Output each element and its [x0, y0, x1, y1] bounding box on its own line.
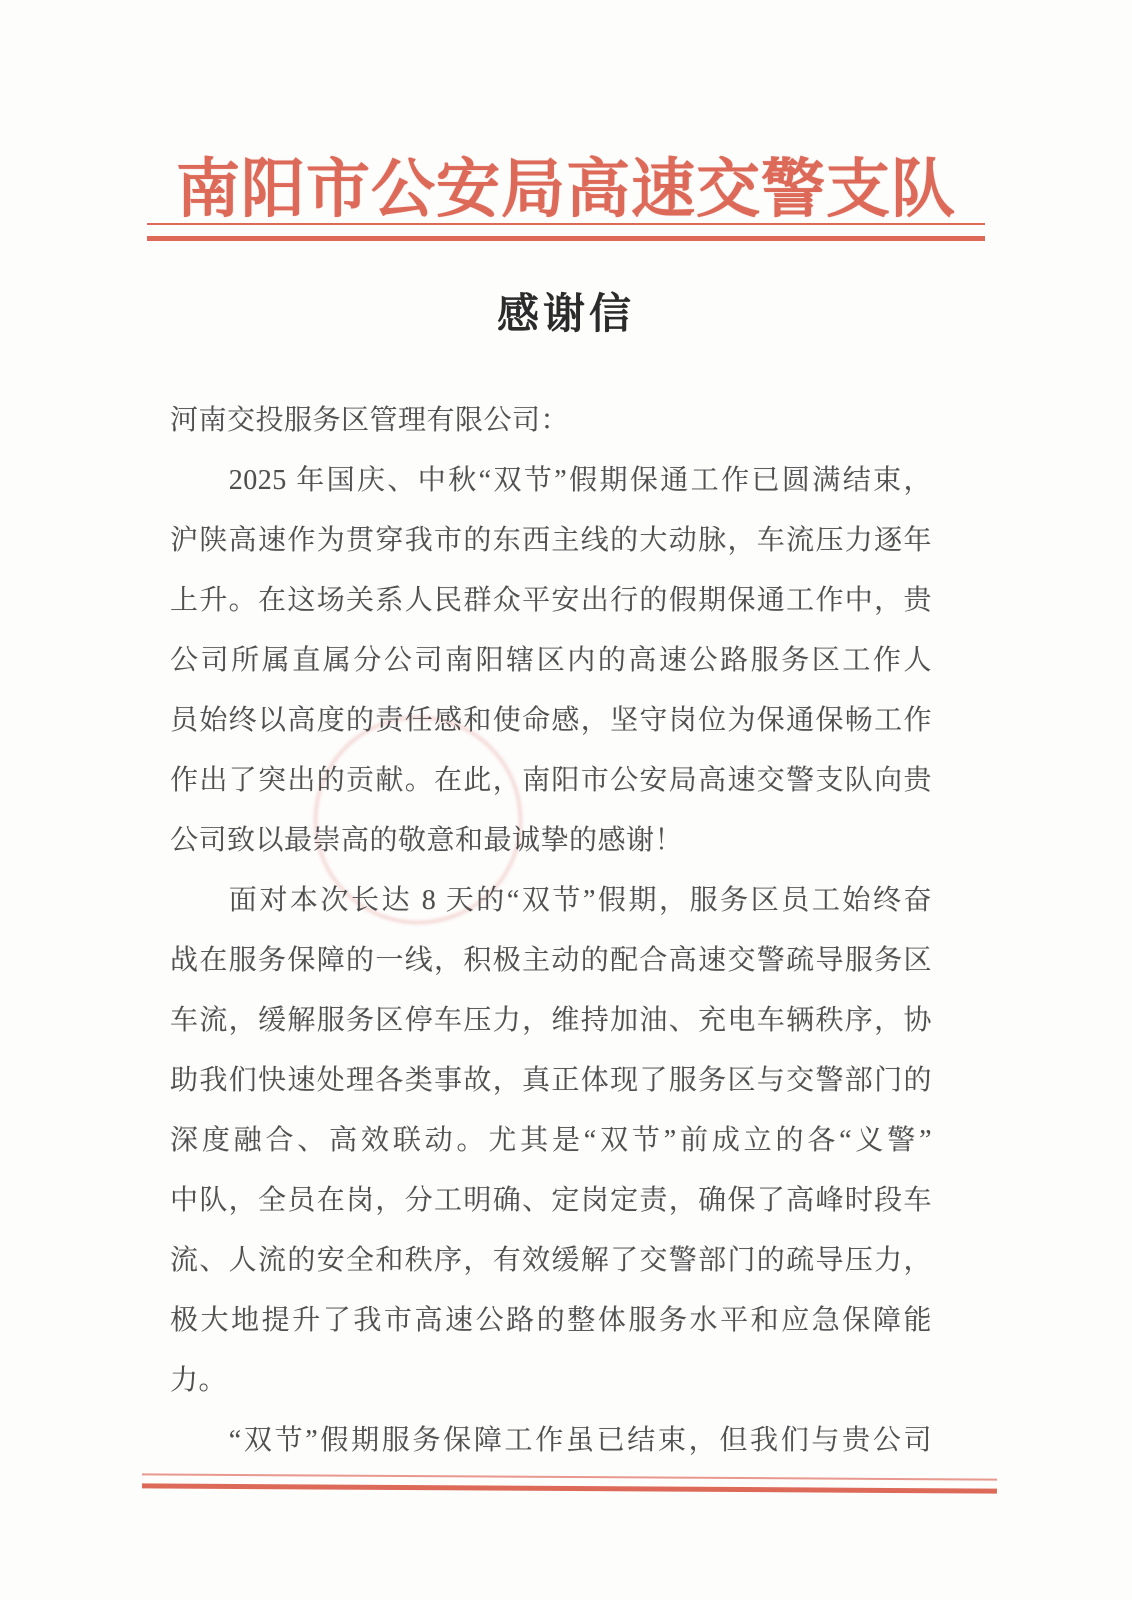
body-line: 流、人流的安全和秩序，有效缓解了交警部门的疏导压力， [170, 1245, 932, 1276]
body-line: 公司致以最崇高的敬意和最诚挚的感谢！ [170, 825, 684, 856]
letter-body [170, 391, 932, 1471]
body-line: 2025 年国庆、中秋“双节”假期保通工作已圆满结束， [228, 465, 932, 496]
body-line: 作出了突出的贡献。在此，南阳市公安局高速交警支队向贵 [170, 765, 932, 796]
body-line: 深度融合、高效联动。尤其是“双节”前成立的各“义警” [170, 1125, 932, 1156]
body-line: 车流，缓解服务区停车压力，维持加油、充电车辆秩序，协 [170, 1005, 932, 1036]
body-line: 面对本次长达 8 天的“双节”假期，服务区员工始终奋 [228, 885, 932, 916]
body-line: 助我们快速处理各类事故，真正体现了服务区与交警部门的 [170, 1065, 932, 1096]
footer-rule [142, 1473, 997, 1493]
body-line: 中队，全员在岗，分工明确、定岗定责，确保了高峰时段车 [170, 1185, 932, 1216]
body-line: 战在服务保障的一线，积极主动的配合高速交警疏导服务区 [170, 945, 932, 976]
letter-title: 感谢信 [496, 290, 635, 337]
body-line: 上升。在这场关系人民群众平安出行的假期保通工作中，贵 [170, 585, 932, 616]
body-line: 员始终以高度的责任感和使命感，坚守岗位为保通保畅工作 [170, 705, 932, 736]
letterhead-title: 南阳市公安局高速交警支队 [176, 154, 956, 225]
salutation-line: 河南交投服务区管理有限公司： [170, 405, 570, 436]
body-line: 力。 [170, 1365, 228, 1396]
body-line: 极大地提升了我市高速公路的整体服务水平和应急保障能 [170, 1305, 932, 1336]
body-line: 沪陕高速作为贯穿我市的东西主线的大动脉，车流压力逐年 [170, 525, 932, 556]
body-line: 公司所属直属分公司南阳辖区内的高速公路服务区工作人 [170, 645, 932, 676]
body-line: “双节”假期服务保障工作虽已结束，但我们与贵公司 [228, 1425, 932, 1456]
letterhead-double-rule [147, 223, 985, 241]
